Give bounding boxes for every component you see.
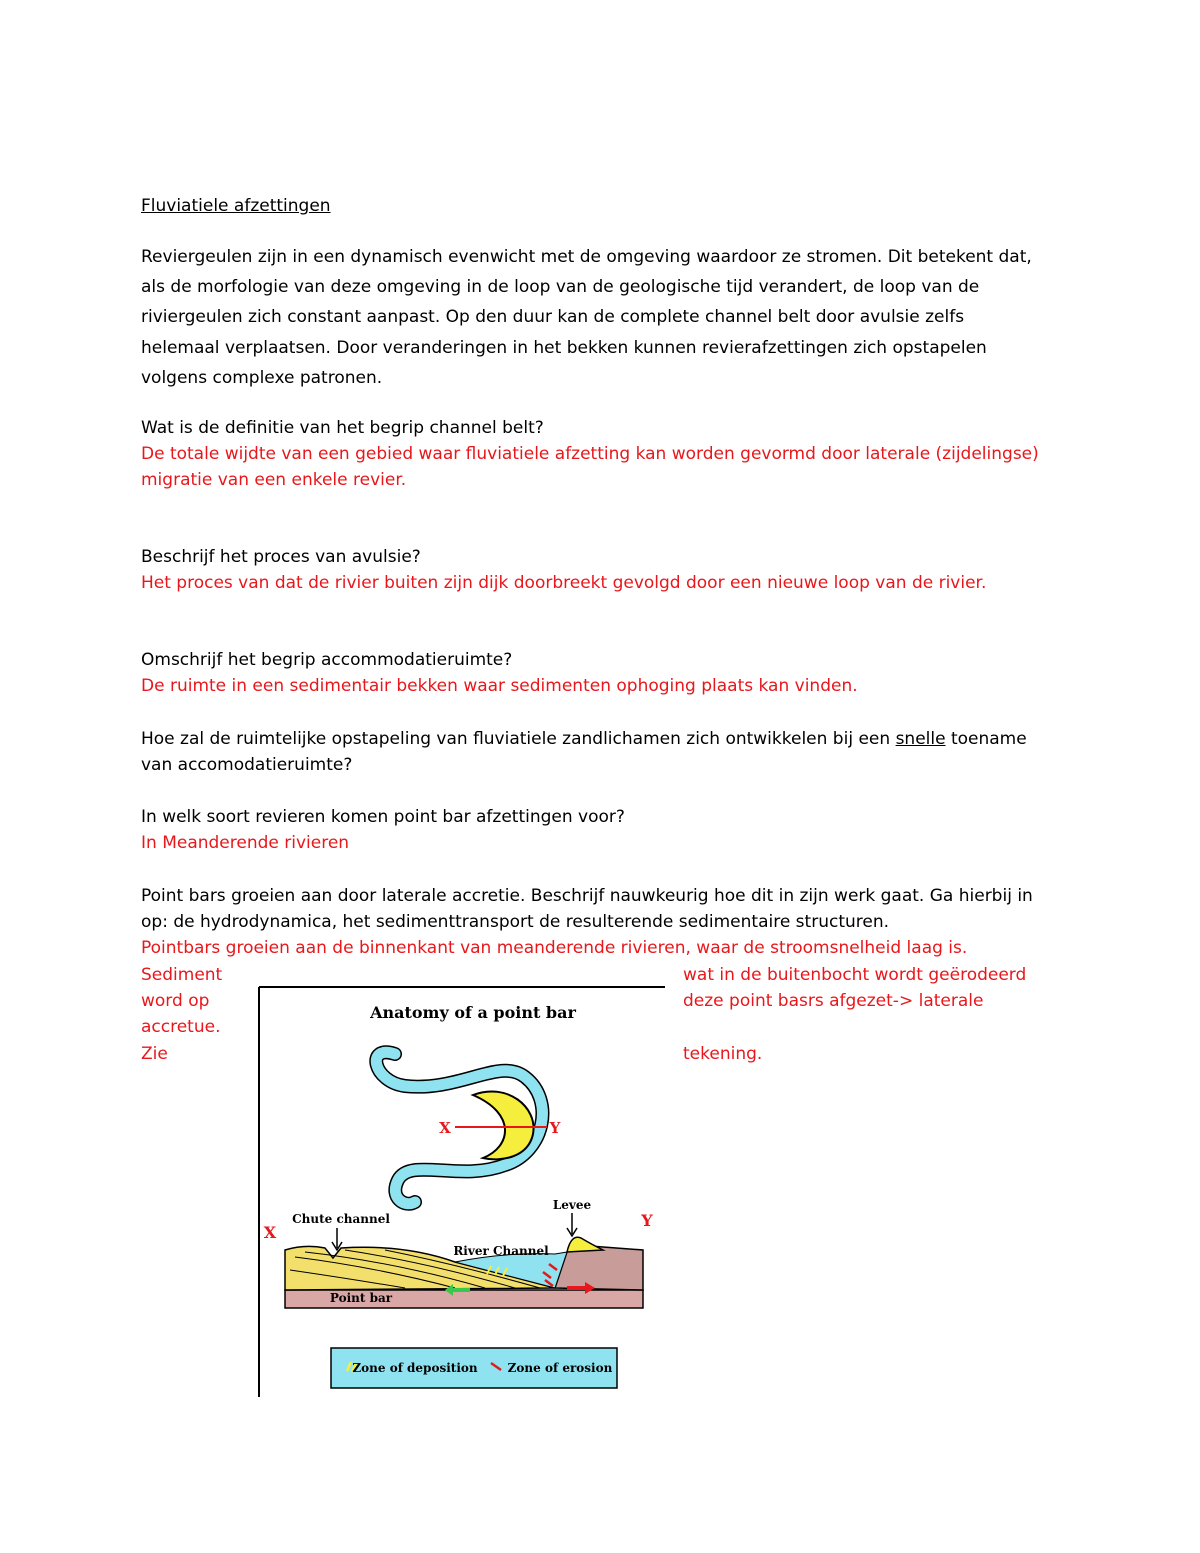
point-bar-label: Point bar [329,1291,393,1305]
chute-channel-label: Chute channel [292,1212,390,1226]
question-laterale-accretie-line-2: op: de hydrodynamica, het sedimenttransport de resulterende sedimentaire structuren. [141,912,890,932]
answer-left-2: word op [141,991,210,1011]
answer-channel-belt-line-1: De totale wijdte van een gebied waar fluviatiele afzetting kan worden gevormd door laterale (zijdelingse) [141,444,1039,464]
pointbar-map [473,1091,534,1159]
question-opstapeling [141,728,1027,750]
question-avulsie: Beschrijf het proces van avulsie? [141,547,421,567]
question-opstapeling-start: Hoe zal de ruimtelijke opstapeling van fluviatiele zandlichamen zich ontwikkelen bij een [141,729,896,749]
intro-line-5: volgens complexe patronen. [141,368,383,388]
river-channel-label: River Channel [453,1244,549,1258]
answer-left-4: Zie [141,1044,168,1064]
answer-laterale-accretie-line-1: Pointbars groeien aan de binnenkant van meanderende rivieren, waar de stroomsnelheid laag is. [141,938,968,958]
answer-channel-belt-line-2: migratie van een enkele revier. [141,470,407,490]
question-point-bar: In welk soort revieren komen point bar afzettingen voor? [141,807,625,827]
section-y-label: Y [641,1211,653,1230]
answer-accommodatieruimte: De ruimte in een sedimentair bekken waar sedimenten ophoging plaats kan vinden. [141,676,858,696]
intro-line-4: helemaal verplaatsen. Door veranderingen in het bekken kunnen revierafzettingen zich opstapelen [141,338,987,358]
answer-right-2: deze point basrs afgezet-> laterale [683,991,984,1011]
intro-line-2: als de morfologie van deze omgeving in de loop van de geologische tijd verandert, de loop van de [141,277,980,297]
answer-right-3: tekening. [683,1044,763,1064]
point-bar-diagram [255,982,675,1402]
intro-line-1: Reviergeulen zijn in een dynamisch evenwicht met de omgeving waardoor ze stromen. Dit betekent dat, [141,247,1032,267]
answer-point-bar: In Meanderende rivieren [141,833,350,853]
legend-deposition-label: Zone of deposition [352,1361,478,1375]
legend-erosion-label: Zone of erosion [507,1361,613,1375]
map-y-label: Y [549,1119,561,1137]
answer-right-1: wat in de buitenbocht wordt geërodeerd [683,965,1027,985]
map-x-label: X [439,1119,451,1137]
question-accommodatieruimte: Omschrijf het begrip accommodatieruimte? [141,650,513,670]
answer-left-1: Sediment [141,965,223,985]
document-title: Fluviatiele afzettingen [141,196,331,216]
levee-label: Levee [552,1198,592,1212]
underlined-word-snelle: snelle [895,729,946,749]
question-laterale-accretie-line-1: Point bars groeien aan door laterale accretie. Beschrijf nauwkeurig hoe dit in zijn werk gaat. Ga hierbij in [141,886,1033,906]
levee-shape [567,1237,603,1252]
question-channel-belt: Wat is de definitie van het begrip channel belt? [141,418,544,438]
intro-line-3: riviergeulen zich constant aanpast. Op den duur kan de complete channel belt door avulsie zelfs [141,307,965,327]
answer-avulsie: Het proces van dat de rivier buiten zijn dijk doorbreekt gevolgd door een nieuwe loop van de rivier. [141,573,987,593]
figure-title: Anatomy of a point bar [370,1003,576,1022]
question-opstapeling-line-2: van accomodatieruimte? [141,755,353,775]
section-x-label: X [263,1223,277,1242]
answer-left-3: accretue. [141,1017,221,1037]
question-opstapeling-end: toename [945,729,1027,749]
point-bar-figure [255,982,675,1402]
